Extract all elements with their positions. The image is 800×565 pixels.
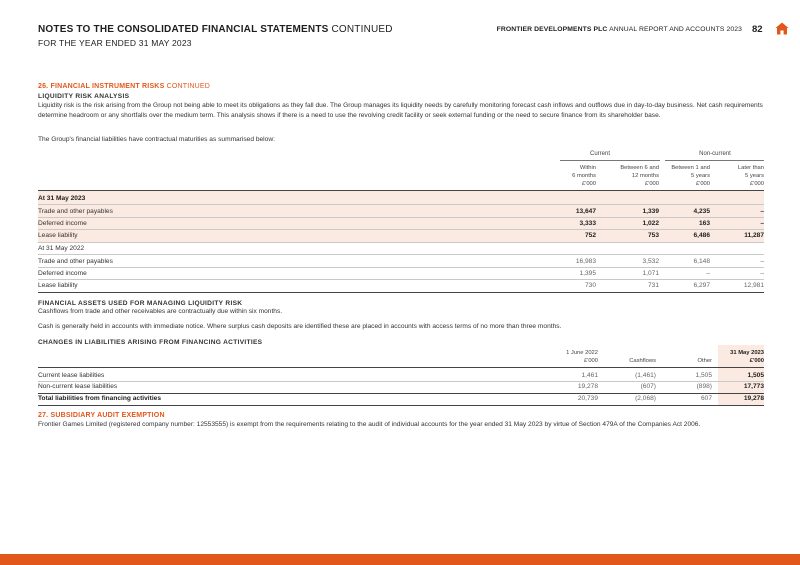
group-line-current xyxy=(560,160,660,161)
col-later-5-years: Later than 5 years £'000 xyxy=(737,165,764,187)
table-cell: 13,647 xyxy=(575,208,596,215)
assets-text: Cashflows from trade and other receivables are contractually due within six months. xyxy=(38,308,283,315)
col-within-6-months: Within 6 months £'000 xyxy=(572,165,596,187)
rule xyxy=(38,381,764,382)
table-cell: 752 xyxy=(584,232,596,239)
table-top-rule xyxy=(38,190,764,191)
table-cell: 6,148 xyxy=(693,258,710,265)
table-cell: 607 xyxy=(700,395,712,402)
table-row-label: Trade and other payables xyxy=(38,208,113,215)
table-cell: 3,532 xyxy=(642,258,659,265)
table-cell: (607) xyxy=(640,383,656,390)
table-cell: 730 xyxy=(584,282,596,289)
page-header xyxy=(38,24,393,48)
table-cell: 731 xyxy=(647,282,659,289)
cash-text: Cash is generally held in accounts with immediate notice. Where surplus cash deposits are identified these are placed in accounts with access terms of no more than three months. xyxy=(38,323,562,330)
table-cell: 1,339 xyxy=(642,208,659,215)
table-cell: – xyxy=(760,208,764,215)
maturity-intro: The Group's financial liabilities have contractual maturities as summarised below: xyxy=(38,136,275,143)
table-row-label: Lease liability xyxy=(38,282,78,289)
table-row-label: Current lease liabilities xyxy=(38,372,105,379)
page-title: NOTES TO THE CONSOLIDATED FINANCIAL STATEMENTS CONTINUED xyxy=(38,24,393,35)
section-27-heading: 27. SUBSIDIARY AUDIT EXEMPTION xyxy=(38,412,165,419)
table-cell: (898) xyxy=(696,383,712,390)
table-cell: 12,981 xyxy=(743,282,764,289)
table-cell: 3,333 xyxy=(579,220,596,227)
table-cell: 1,505 xyxy=(747,372,764,379)
table-cell: – xyxy=(760,220,764,227)
col-other: Other xyxy=(697,358,712,364)
table-cell: 1,505 xyxy=(695,372,712,379)
group-current: Current xyxy=(589,151,610,157)
total-row-label: Total liabilities from financing activities xyxy=(38,395,161,402)
page-number: 82 xyxy=(752,24,763,35)
table-cell: (2,068) xyxy=(635,395,656,402)
rule xyxy=(38,204,764,205)
col-cashflows: Cashflows xyxy=(629,358,656,364)
col-1-5-years: Between 1 and 5 years £'000 xyxy=(671,165,710,187)
table-row-label: Non-current lease liabilities xyxy=(38,383,118,390)
rule xyxy=(38,393,764,394)
table-cell: 4,235 xyxy=(693,208,710,215)
home-icon[interactable] xyxy=(775,22,789,35)
table-row-label: Trade and other payables xyxy=(38,258,113,265)
table-row-label: Deferred income xyxy=(38,220,87,227)
table-row-label: Lease liability xyxy=(38,232,78,239)
liquidity-heading: LIQUIDITY RISK ANALYSIS xyxy=(38,93,130,100)
table-cell: 1,395 xyxy=(579,270,596,277)
rule xyxy=(38,267,764,268)
table-row-label: Deferred income xyxy=(38,270,87,277)
table-cell: 20,739 xyxy=(577,395,598,402)
table-cell: 6,486 xyxy=(693,232,710,239)
rule xyxy=(38,217,764,218)
section-26-heading: 26. FINANCIAL INSTRUMENT RISKS CONTINUED xyxy=(38,83,211,90)
rule xyxy=(38,254,764,255)
liquidity-text: Liquidity risk is the risk arising from the Group not being able to meet its obligations as they fall due. The Group manages its liquidity needs by carefully monitoring forecast cash inflows and outflows due in day-to-day business. Net cash requirements determine headroom or any shortfalls over the medium term. This analysis shows if there is a need to use the revolving credit facility or seek external funding or the need to secure finance from its shareholder base. xyxy=(38,102,763,119)
table-cell: 1,461 xyxy=(581,372,598,379)
table-cell: – xyxy=(706,270,710,277)
table-cell: – xyxy=(760,270,764,277)
table-cell: 1,022 xyxy=(642,220,659,227)
rule xyxy=(38,229,764,230)
table-cell: 6,297 xyxy=(693,282,710,289)
col-1-june-2022: 1 June 2022 £'000 xyxy=(566,350,598,364)
changes-bottom-rule xyxy=(38,405,764,406)
table-cell: 1,071 xyxy=(642,270,659,277)
changes-top-rule xyxy=(38,367,764,368)
table-cell: (1,461) xyxy=(635,372,656,379)
block-2023-title: At 31 May 2023 xyxy=(38,195,86,202)
page-subtitle: FOR THE YEAR ENDED 31 MAY 2023 xyxy=(38,38,192,48)
rule xyxy=(38,279,764,280)
table-cell: 17,773 xyxy=(743,383,764,390)
group-noncurrent: Non-current xyxy=(699,151,731,157)
table-cell: 16,983 xyxy=(575,258,596,265)
block-2022-title: At 31 May 2022 xyxy=(38,245,85,252)
table-cell: – xyxy=(760,258,764,265)
table-bottom-rule xyxy=(38,292,764,293)
footer-bar xyxy=(0,554,800,565)
assets-heading: FINANCIAL ASSETS USED FOR MANAGING LIQUIDITY RISK xyxy=(38,300,243,307)
col-6-12-months: Between 6 and 12 months £'000 xyxy=(620,165,659,187)
rule xyxy=(38,242,764,243)
col-31-may-2023: 31 May 2023 £'000 xyxy=(730,350,764,364)
changes-heading: CHANGES IN LIABILITIES ARISING FROM FINANCING ACTIVITIES xyxy=(38,339,263,346)
table-cell: 11,287 xyxy=(744,232,764,239)
table-cell: 19,278 xyxy=(577,383,598,390)
table-cell: 753 xyxy=(647,232,659,239)
section-27-text: Frontier Games Limited (registered company number: 12553555) is exempt from the requirements relating to the audit of individual accounts for the year ended 31 May 2023 by virtue of Section 479A of the Companies Act 2006. xyxy=(38,421,701,428)
report-name: FRONTIER DEVELOPMENTS PLC ANNUAL REPORT AND ACCOUNTS 2023 xyxy=(496,26,742,33)
table-cell: 163 xyxy=(698,220,710,227)
group-line-noncurrent xyxy=(665,160,764,161)
table-cell: 19,278 xyxy=(743,395,764,402)
